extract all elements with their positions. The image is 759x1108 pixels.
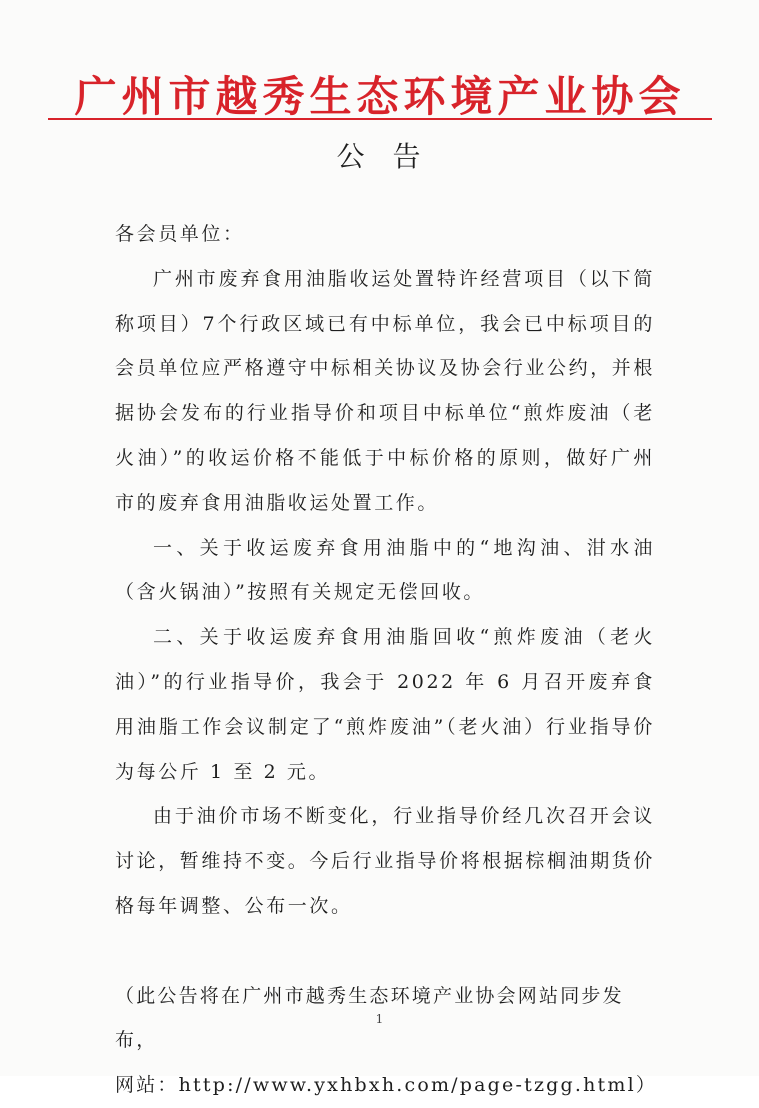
publish-note: （此公告将在广州市越秀生态环境产业协会网站同步发布， bbox=[115, 984, 624, 1052]
paragraph-2: 一、关于收运废弃食用油脂中的“地沟油、泔水油（含火锅油）”按照有关规定无偿回收。 bbox=[115, 536, 655, 604]
letterhead-divider bbox=[48, 118, 712, 120]
paragraph-4: 由于油价市场不断变化，行业指导价经几次召开会议讨论，暂维持不变。今后行业指导价将根据棕榈油期货价格每年调整、公布一次。 bbox=[115, 805, 656, 917]
blank-line bbox=[115, 929, 655, 974]
paragraph-3: 二、关于收运废弃食用油脂回收“煎炸废油（老火油）”的行业指导价，我会于 2022 年 6 月召开废弃食用油脂工作会议制定了“煎炸废油”（老火油）行业指导价为每公斤 1 至 2 元。 bbox=[115, 626, 655, 783]
document-title: 公告 bbox=[336, 140, 449, 173]
document-body bbox=[115, 212, 658, 1108]
salutation: 各会员单位： bbox=[115, 223, 245, 245]
page-number: 1 bbox=[375, 1012, 384, 1026]
paragraph-1: 广州市废弃食用油脂收运处置特许经营项目（以下简称项目）7个行政区域已有中标单位，我会已中标项目的会员单位应严格遵守中标相关协议及协会行业公约，并根据协会发布的行业指导价和项目中标单位“煎炸废油（老火油）”的收运价格不能低于中标价格的原则，做好广州市的废弃食用油脂收运处置工作。 bbox=[115, 267, 656, 514]
organization-letterhead: 广州市越秀生态环境产业协会 bbox=[74, 72, 686, 121]
website-note: 网站：http://www.yxhbxh.com/page-tzgg.html） bbox=[115, 1074, 658, 1097]
